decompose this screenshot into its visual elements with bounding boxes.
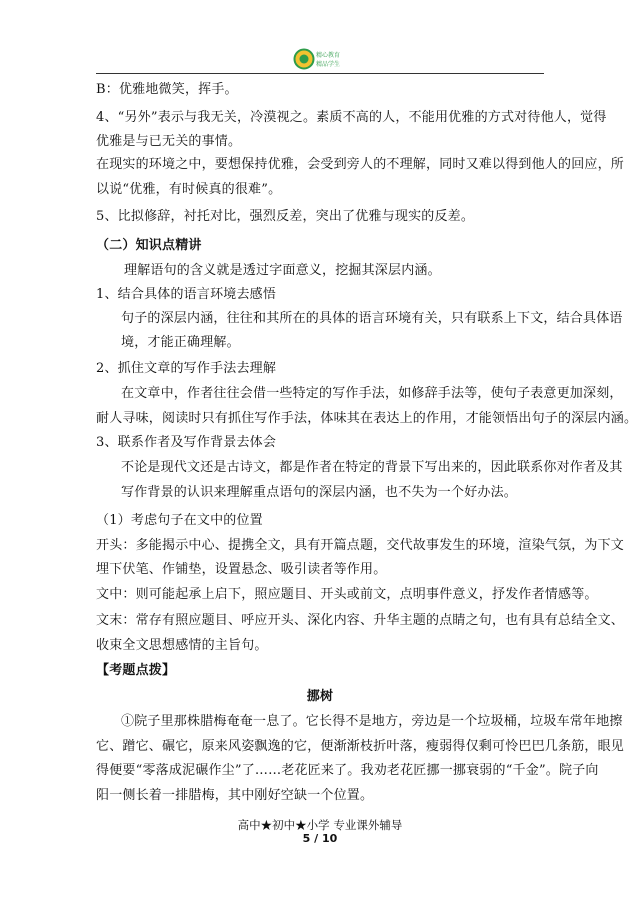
- passage-title: 挪树: [306, 689, 334, 704]
- ending-role-line2: 收束全文思想感情的主旨句。: [96, 638, 268, 653]
- page-number: 5 / 10: [302, 832, 338, 845]
- exam-tips-heading: 【考题点拨】: [96, 663, 176, 678]
- point-3-text-line1: 不论是现代文还是古诗文，都是作者在特定的背景下写出来的，因此联系你对作者及其: [121, 460, 623, 475]
- section-heading-knowledge: （二）知识点精讲: [96, 238, 202, 253]
- answer-4-line1: 4、“另外”表示与我无关，冷漠视之。素质不高的人，不能用优雅的方式对待他人，觉得: [96, 110, 607, 125]
- subpoint-position-heading: （1）考虑句子在文中的位置: [96, 513, 263, 528]
- logo-text-line2: 精品学生: [316, 61, 341, 68]
- point-1-heading: 1、结合具体的语言环境去感悟: [96, 287, 277, 302]
- answer-line-b: B：优雅地微笑，挥手。: [96, 82, 238, 97]
- answer-4-line4: 以说“优雅，有时候真的很难”。: [96, 182, 282, 197]
- passage-para1-line4: 阳一侧长着一排腊梅，其中刚好空缺一个位置。: [96, 788, 374, 803]
- passage-para1-line2: 它、蹭它、碾它，原来风姿飘逸的它，便渐渐枝折叶落，瘦弱得仅剩可怜巴巴几条筋，眼见: [96, 739, 625, 754]
- point-3-text-line2: 写作背景的认识来理解重点语句的深层内涵，也不失为一个好办法。: [121, 485, 518, 500]
- passage-para1-line1: ①院子里那株腊梅奄奄一息了。它长得不是地方，旁边是一个垃圾桶，垃圾车常年地擦: [121, 714, 623, 729]
- answer-4-line3: 在现实的环境之中，要想保持优雅，会受到旁人的不理解，同时又难以得到他人的回应，所: [96, 157, 625, 172]
- opening-role-line2: 埋下伏笔、作铺垫，设置悬念、吸引读者等作用。: [96, 562, 387, 577]
- point-2-text-line2: 耐人寻味，阅读时只有抓住写作手法，体味其在表达上的作用，才能领悟出句子的深层内涵。: [96, 411, 638, 426]
- answer-5-line: 5、比拟修辞，衬托对比，强烈反差，突出了优雅与现实的反差。: [96, 209, 475, 224]
- point-2-text-line1: 在文章中，作者往往会借一些特定的写作手法，如修辞手法等，使句子表意更加深刻，: [121, 386, 623, 401]
- intro-sentence: 理解语句的含义就是透过字面意义，挖掘其深层内涵。: [124, 263, 441, 278]
- middle-role-line: 文中：则可能起承上启下，照应题目、开头或前文，点明事件意义，抒发作者情感等。: [96, 587, 598, 602]
- passage-para1-line3: 得便要“零落成泥碾作尘”了……老花匠来了。我劝老花匠挪一挪衰弱的“千金”。院子向: [96, 763, 599, 778]
- point-2-heading: 2、抓住文章的写作手法去理解: [96, 361, 277, 376]
- school-logo: [293, 48, 351, 70]
- answer-4-line2: 优雅是与已无关的事情。: [96, 134, 242, 149]
- point-1-text-line2: 境，才能正确理解。: [121, 335, 240, 350]
- logo-emblem-core: [300, 55, 309, 64]
- ending-role-line1: 文末：常存有照应题目、呼应开头、深化内容、升华主题的点睛之句，也有具有总结全文、: [96, 613, 625, 628]
- header-divider: [96, 73, 544, 74]
- logo-text-line1: 精心教育: [316, 52, 341, 59]
- footer-slogan: 高中★初中★小学 专业课外辅导: [237, 818, 403, 832]
- opening-role-line1: 开头：多能揭示中心、提携全文，具有开篇点题，交代故事发生的环境，渲染气氛，为下文: [96, 538, 625, 553]
- point-3-heading: 3、联系作者及写作背景去体会: [96, 435, 277, 450]
- point-1-text-line1: 句子的深层内涵，往往和其所在的具体的语言环境有关，只有联系上下文，结合具体语: [121, 311, 623, 326]
